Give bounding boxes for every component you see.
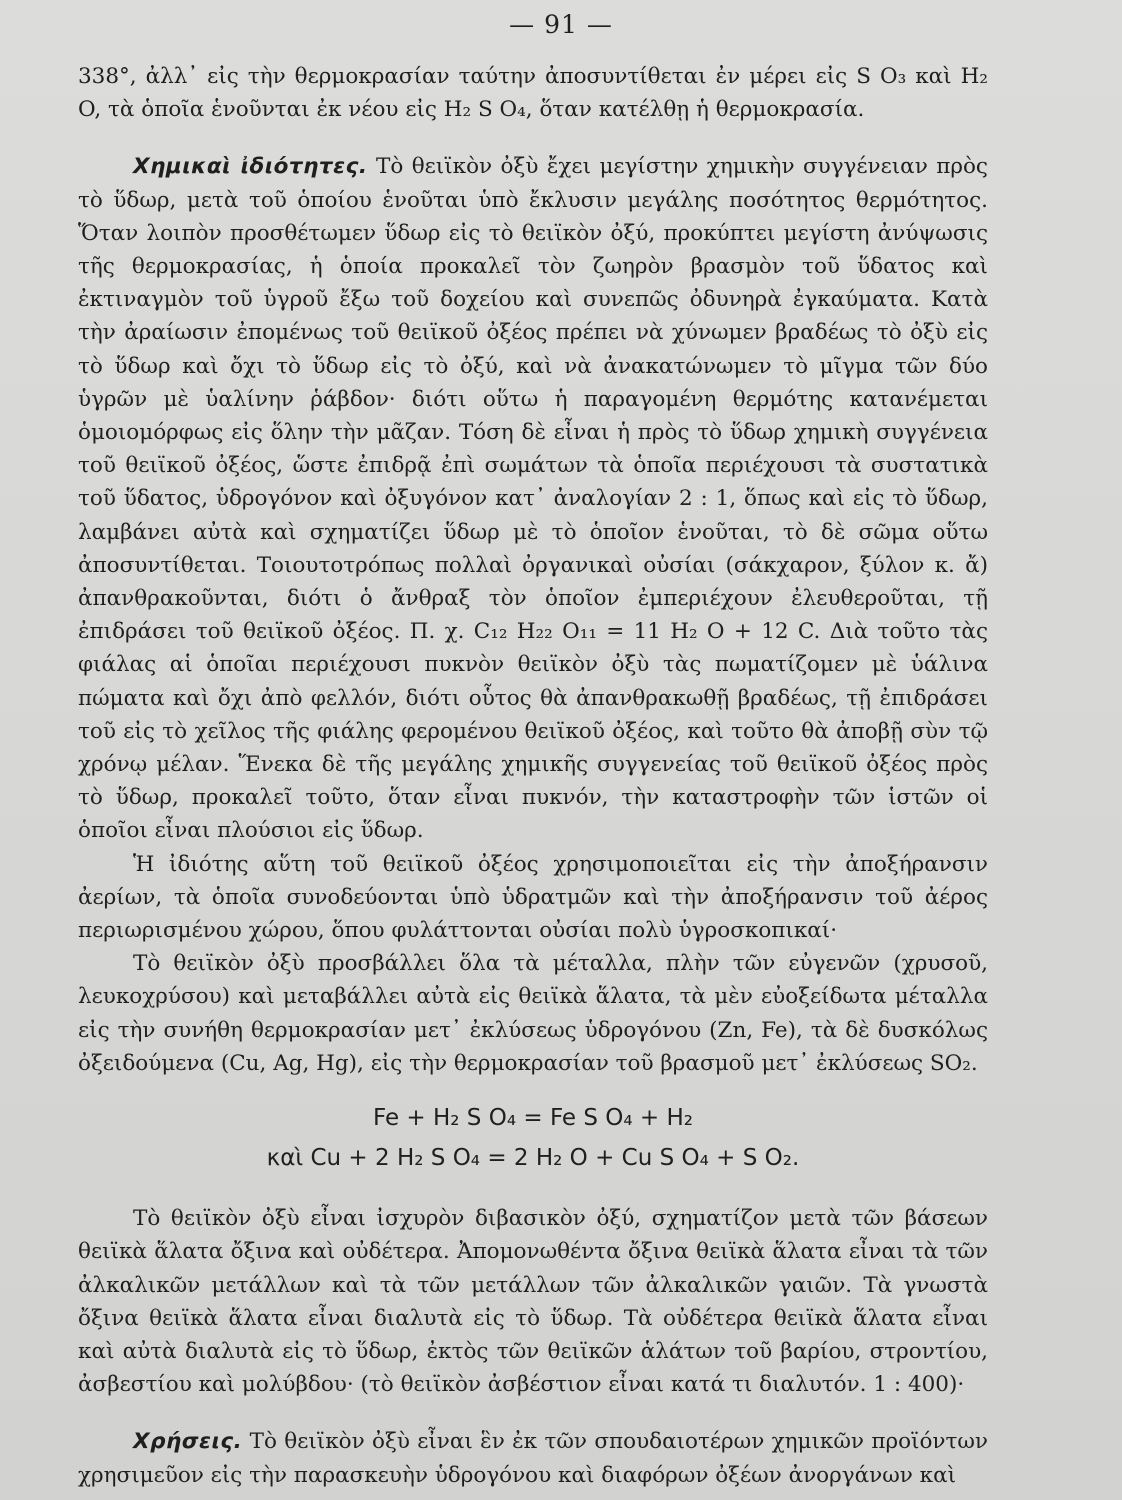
paragraph-drying: Ἡ ἰδιότης αὕτη τοῦ θειϊκοῦ ὀξέος χρησιμοποιεῖται εἰς τὴν ἀποξήρανσιν ἀερίων, τὰ ὁποῖα συνοδεύονται ὑπὸ ὑδρατμῶν καὶ τὴν ἀποξήρανσιν τοῦ ἀέρος περιωρισμένου χώρου, ὅπου φυλάττονται οὐσίαι πολὺ ὑγροσκοπικαί· [78, 851, 988, 944]
spacer [78, 126, 988, 150]
section-heading-chemical-properties: Χημικαὶ ἰδιότητες. [133, 154, 368, 180]
uses-text: Τὸ θειϊκὸν ὀξὺ εἶναι ἓν ἐκ τῶν σπουδαιοτέρων χημικῶν προϊόντων χρησιμεῦον εἰς τὴν παρασκευὴν ὑδρογόνου καὶ διαφόρων ὀξέων ἀνοργάνων καὶ [78, 1429, 988, 1488]
equation-copper: καὶ Cu + 2 H₂ S O₄ = 2 H₂ O + Cu S O₄ + S O₂. [266, 1145, 800, 1172]
page-number: — 91 — [509, 10, 613, 39]
paragraph-uses [78, 1425, 988, 1491]
section-heading-uses: Χρήσεις. [133, 1429, 243, 1455]
spacer [78, 1401, 988, 1425]
equation-iron: Fe + H₂ S O₄ = Fe S O₄ + H₂ [372, 1105, 694, 1132]
paragraph-continuation: 338°, ἀλλ᾽ εἰς τὴν θερμοκρασίαν ταύτην ἀποσυντίθεται ἐν μέρει εἰς S O₃ καὶ H₂ O, τὰ ὁποῖα ἑνοῦνται ἐκ νέου εἰς H₂ S O₄, ὅταν κατέλθῃ ἡ θερμοκρασία. [78, 64, 988, 123]
paragraph-chemical-properties [78, 150, 988, 847]
equations-block [78, 1098, 988, 1178]
paragraph-salts: Τὸ θειϊκὸν ὀξὺ εἶναι ἰσχυρὸν διβασικὸν ὀξύ, σχηματίζον μετὰ τῶν βάσεων θειϊκὰ ἅλατα ὄξινα καὶ οὐδέτερα. Ἀπομονωθέντα ὄξινα θειϊκὰ ἅλατα εἶναι τὰ τῶν ἀλκαλικῶν μετάλλων καὶ τὰ τῶν μετάλλων τῶν ἀλκαλικῶν γαιῶν. Τὰ γνωστὰ ὄξινα θειϊκὰ ἅλατα εἶναι διαλυτὰ εἰς τὸ ὕδωρ. Τὰ οὐδέτερα θειϊκὰ ἅλατα εἶναι καὶ αὐτὰ διαλυτὰ εἰς τὸ ὕδωρ, ἐκτὸς τῶν θειϊκῶν ἁλάτων τοῦ βαρίου, στροντίου, ἀσβεστίου καὶ μολύβδου· (τὸ θειϊκὸν ἀσβέστιον εἶναι κατά τι διαλυτόν. 1 : 400)· [78, 1206, 988, 1398]
paragraph-metals: Τὸ θειϊκὸν ὀξὺ προσβάλλει ὅλα τὰ μέταλλα, πλὴν τῶν εὐγενῶν (χρυσοῦ, λευκοχρύσου) καὶ μεταβάλλει αὐτὰ εἰς θειϊκὰ ἅλατα, τὰ μὲν εὐοξείδωτα μέταλλα εἰς τὴν συνήθη θερμοκρασίαν μετ᾽ ἐκλύσεως ὑδρογόνου (Zn, Fe), τὰ δὲ δυσκόλως ὀξειδούμενα (Cu, Ag, Hg), εἰς τὴν θερμοκρασίαν τοῦ βρασμοῦ μετ᾽ ἐκλύσεως SO₂. [78, 951, 988, 1076]
body-text [78, 60, 988, 1492]
chemical-properties-text: Τὸ θειϊκὸν ὀξὺ ἔχει μεγίστην χημικὴν συγγένειαν πρὸς τὸ ὕδωρ, μετὰ τοῦ ὁποίου ἑνοῦται ὑπὸ ἔκλυσιν μεγάλης ποσότητος θερμότητος. Ὅταν λοιπὸν προσθέτωμεν ὕδωρ εἰς τὸ θειϊκὸν ὀξύ, προκύπτει μεγίστη ἀνύψωσις τῆς θερμοκρασίας, ἡ ὁποία προκαλεῖ τὸν ζωηρὸν βρασμὸν τοῦ ὕδατος καὶ ἐκτιναγμὸν τοῦ ὑγροῦ ἔξω τοῦ δοχείου καὶ συνεπῶς ὀδυνηρὰ ἐγκαύματα. Κατὰ τὴν ἀραίωσιν ἐπομένως τοῦ θειϊκοῦ ὀξέος πρέπει νὰ χύνωμεν βραδέως τὸ ὀξὺ εἰς τὸ ὕδωρ καὶ ὄχι τὸ ὕδωρ εἰς τὸ ὀξύ, καὶ νὰ ἀνακατώνωμεν τὸ μῖγμα τῶν δύο ὑγρῶν μὲ ὑαλίνην ῥάβδον· διότι οὕτω ἡ παραγομένη θερμότης κατανέμεται ὁμοιομόρφως εἰς ὅλην τὴν μᾶζαν. Τόση δὲ εἶναι ἡ πρὸς τὸ ὕδωρ χημικὴ συγγένεια τοῦ θειϊκοῦ ὀξέος, ὥστε ἐπιδρᾷ ἐπὶ σωμάτων τὰ ὁποῖα περιέχουσι τὰ συστατικὰ τοῦ ὕδατος, ὑδρογόνον καὶ ὀξυγόνον κατ᾽ ἀναλογίαν 2 : 1, ὅπως καὶ εἰς τὸ ὕδωρ, λαμβάνει αὐτὰ καὶ σχηματίζει ὕδωρ μὲ τὸ ὁποῖον ἑνοῦται, τὸ δὲ σῶμα οὕτω ἀποσυντίθεται. Τοιουτοτρόπως πολλαὶ ὀργανικαὶ οὐσίαι (σάκχαρον, ξύλον κ. ἄ) ἀπανθρακοῦνται, διότι ὁ ἄνθραξ τὸν ὁποῖον ἐμπεριέχουν ἐλευθεροῦται, τῇ ἐπιδράσει τοῦ θειϊκοῦ ὀξέος. Π. χ. C₁₂ H₂₂ O₁₁ = 11 H₂ O + 12 C. Διὰ τοῦτο τὰς φιάλας αἱ ὁποῖαι περιέχουσι πυκνὸν θειϊκὸν ὀξὺ τὰς πωματίζομεν μὲ ὑάλινα πώματα καὶ ὄχι ἀπὸ φελλόν, διότι οὗτος θὰ ἀπανθρακωθῇ βραδέως, τῇ ἐπιδράσει τοῦ εἰς τὸ χεῖλος τῆς φιάλης φερομένου θειϊκοῦ ὀξέος, καὶ τοῦτο θὰ ἀποβῇ σὺν τῷ χρόνῳ μέλαν. Ἕνεκα δὲ τῆς μεγάλης χημικῆς συγγενείας τοῦ θειϊκοῦ ὀξέος πρὸς τὸ ὕδωρ, προκαλεῖ τοῦτο, ὅταν εἶναι πυκνόν, τὴν καταστροφὴν τῶν ἱστῶν οἱ ὁποῖοι εἶναι πλούσιοι εἰς ὕδωρ. [78, 154, 988, 844]
